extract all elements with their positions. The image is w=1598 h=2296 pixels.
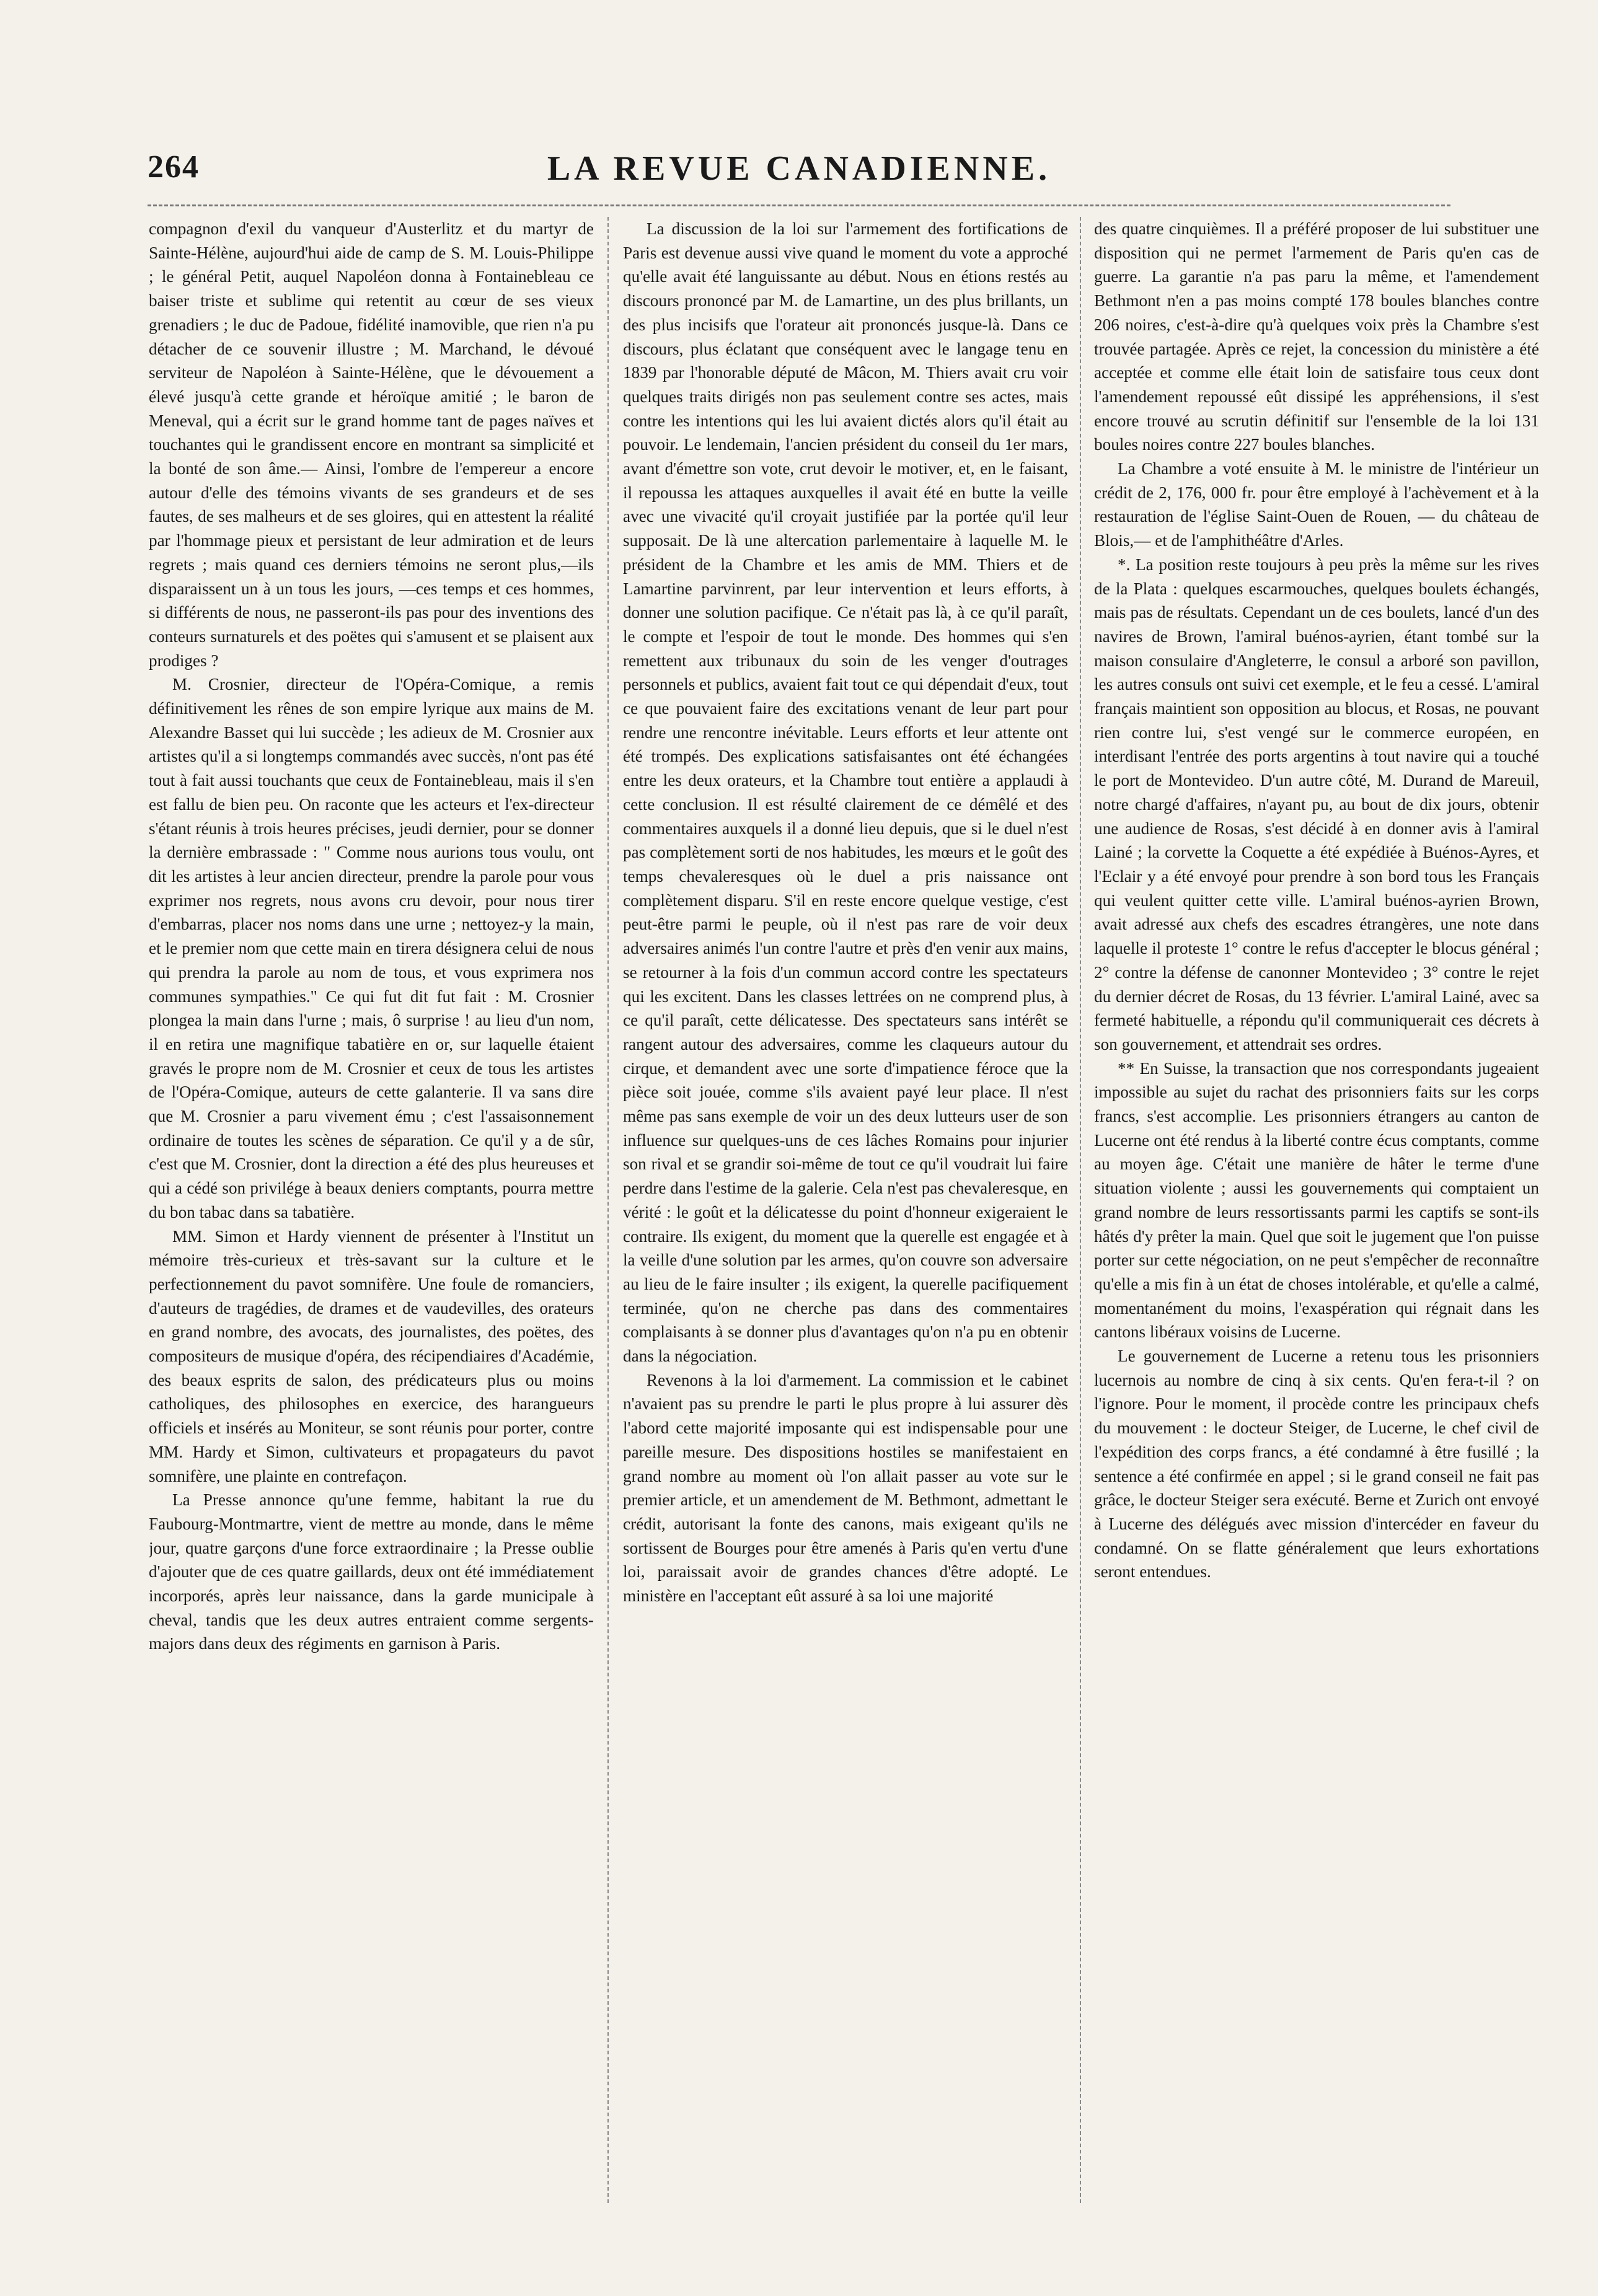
paragraph: M. Crosnier, directeur de l'Opéra-Comique, a remis définitivement les rênes de son empire lyrique aux mains de M. Alexandre Basset qui lui succède ; les adieux de M. Crosnier aux artistes qu'il a si longtemps commandés avec succès, n'ont pas été tout à fait aussi touchants que ceux de Fontainebleau, mais il s'en est fallu de bien peu. On raconte que les acteurs et l'ex-directeur s'étant réunis à trois heures précises, jeudi dernier, pour se donner la dernière embrassade : " Comme nous aurions tous voulu, ont dit les artistes à leur ancien directeur, prendre la parole pour vous exprimer nos regrets, nous avons cru devoir, pour nous tirer d'embarras, placer nos noms dans une urne ; nettoyez-y la main, et le premier nom que cette main en tirera désignera celui de nous qui prendra la parole au nom de tous, et vous exprimera nos communes sympathies." Ce qui fut dit fut fait : M. Crosnier plongea la main dans l'urne ; mais, ô surprise ! au lieu d'un nom, il en retira une magnifique tabatière en or, sur laquelle étaient gravés le propre nom de M. Crosnier et ceux de tous les artistes de l'Opéra-Comique, auteurs de cette galanterie. Il va sans dire que M. Crosnier a paru vivement ému ; c'est l'assaisonnement ordinaire de toutes les scènes de séparation. Ce qu'il y a de sûr, c'est que M. Crosnier, dont la direction a été des plus heureuses et qui a cédé son privilége à beaux deniers comptants, pourra mettre du bon tabac dans sa tabatière. bbox=[149, 675, 594, 1221]
paragraph: Revenons à la loi d'armement. La commission et le cabinet n'avaient pas su prendre le parti le plus propre à lui assurer dès l'abord cette majorité imposante qui est indispensable pour une pareille mesure. Des dispositions hostiles se manifestaient en grand nombre au moment où l'on allait passer au vote sur le premier article, et un amendement de M. Bethmont, admettant le crédit, autorisant la fonte des canons, mais exigeant qu'ils ne sortissent de Bourges pour être amenés à Paris qu'en vertu d'une loi, paraissait avoir de grandes chances d'être adopté. Le ministère en l'acceptant eût assuré à sa loi une majorité bbox=[623, 1370, 1068, 1606]
column-divider bbox=[1080, 217, 1081, 2203]
running-head-title: LA REVUE CANADIENNE. bbox=[547, 149, 1051, 188]
paragraph: MM. Simon et Hardy viennent de présenter à l'Institut un mémoire très-curieux et très-savant sur la culture et le perfectionnement du pavot somnifère. Une foule de romanciers, d'auteurs de tragédies, de drames et de vaudevilles, des orateurs en grand nombre, des avocats, des journalistes, des poëtes, des compositeurs de musique d'opéra, des récipendiaires d'Académie, des beaux esprits de salon, des prédicateurs plus ou moins catholiques, des philosophes en exercice, des harangueurs officiels et insérés au Moniteur, se sont réunis pour porter, contre MM. Hardy et Simon, cultivateurs et propagateurs du pavot somnifère, une plainte en contrefaçon. bbox=[149, 1226, 594, 1485]
paragraph: Le gouvernement de Lucerne a retenu tous les prisonniers lucernois au nombre de cinq à six cents. Qu'en fera-t-il ? on l'ignore. Pour le moment, il procède contre les principaux chefs du mouvement : le docteur Steiger, de Lucerne, le chef civil de l'expédition des corps francs, a été condamné à être fusillé ; la sentence a été confirmée en appel ; si le grand conseil ne fait pas grâce, le docteur Steiger sera exécuté. Berne et Zurich ont envoyé à Lucerne des délégués avec mission d'intercéder en faveur du condamné. On se flatte généralement que leurs exhortations seront entendues. bbox=[1094, 1347, 1539, 1581]
header-rule bbox=[148, 205, 1450, 206]
paragraph: *. La position reste toujours à peu près la même sur les rives de la Plata : quelques escarmouches, quelques boulets échangés, mais pas de résultats. Cependant un de ces boulets, lancé d'un des navires de Brown, l'amiral buénos-ayrien, étant tombé sur la maison consulaire d'Angleterre, le consul a arboré son pavillon, les autres consuls ont suivi cet exemple, et le feu a cessé. L'amiral français maintient son opposition au blocus, et Rosas, ne pouvant rien contre lui, s'est vengé sur le commerce européen, en interdisant l'entrée des ports argentins à tout navire qui a touché le port de Montevideo. D'un autre côté, M. Durand de Mareuil, notre chargé d'affaires, n'ayant pu, au bout de dix jours, obtenir une audience de Rosas, s'est décidé à en donner avis à l'amiral Lainé ; la corvette la Coquette a été expédiée à Buénos-Ayres, et l'Eclair y a été envoyé pour prendre à son bord tous les Français qui veulent quitter cette ville. L'amiral buénos-ayrien Brown, avait adressé aux chefs des escadres étrangères, une note dans laquelle il proteste 1° contre le refus d'accepter le blocus général ; 2° contre la défense de canonner Montevideo ; 3° contre le rejet du dernier décret de Rosas, du 13 février. L'amiral Lainé, avec sa fermeté habituelle, a répondu qu'il communiquerait ces décrets à son gouvernement, et attendrait ses ordres. bbox=[1094, 555, 1539, 1053]
text-column-3 bbox=[1094, 217, 1539, 2203]
text-column-1 bbox=[149, 217, 594, 2203]
paragraph: La discussion de la loi sur l'armement des fortifications de Paris est devenue aussi vive quand le moment du vote a approché qu'elle avait été languissante au début. Nous en étions restés au discours prononcé par M. de Lamartine, un des plus brillants, un des plus incisifs que l'orateur ait prononcés jusque-là. Dans ce discours, plus éclatant que conséquent avec le langage tenu en 1839 par l'honorable député de Mâcon, M. Thiers avait cru voir quelques traits dirigés non pas seulement contre ses actes, mais contre les intentions qui les lui avaient dictés alors qu'il était au pouvoir. Le lendemain, l'ancien président du conseil du 1er mars, avant d'émettre son vote, crut devoir le motiver, et, en le faisant, il repoussa les attaques auxquelles il avait été en butte la veille avec une vivacité qu'il croyait justifiée par la portée qu'il leur supposait. De là une altercation parlementaire à laquelle M. le président de la Chambre et les amis de MM. Thiers et de Lamartine parvinrent, par leur intervention et leurs efforts, à donner une solution pacifique. Ce n'était pas là, à ce qu'il paraît, le compte et l'espoir de tout le monde. Des hommes qui s'en remettent aux tribunaux du soin de les venger d'outrages personnels et publics, avaient fait tout ce qui dépendait d'eux, tout ce que pouvaient faire des excitations venant de leur part pour rendre une rencontre inévitable. Leurs efforts et leur attente ont été trompés. Des explications satisfaisantes ont été échangées entre les deux orateurs, et la Chambre tout entière a applaudi à cette conclusion. Il est résulté clairement de ce démêlé et des commentaires auxquels il a donné lieu depuis, que si le duel n'est pas complètement sorti de nos habitudes, les mœurs et le goût des temps chevaleresques où le duel a pris naissance ont complètement disparu. S'il en reste encore quelque vestige, c'est peut-être parmi le peuple, où il n'est pas rare de voir deux adversaires animés l'un contre l'autre et près d'en venir aux mains, se retourner à la fois d'un commun accord contre les spectateurs qui les excitent. Dans les classes lettrées on ne comprend plus, à ce qu'il paraît, cette délicatesse. Des spectateurs sans intérêt se rangent autour des adversaires, comme les claqueurs autour du cirque, et demandent avec une sorte d'impatience féroce que la pièce soit jouée, comme s'ils avaient payé leur place. Il n'est même pas sans exemple de voir un des deux lutteurs user de son influence sur quelques-uns de ces lâches Romains pour injurier son rival et se grandir soi-même de tout ce qu'il voudrait lui faire perdre dans l'estime de la galerie. Cela n'est pas chevaleresque, en vérité : le goût et la délicatesse du point d'honneur exigeraient le contraire. Ils exigent, du moment que la querelle est engagée et à la veille d'une solution par les armes, qu'on couvre son adversaire au lieu de le faire insulter ; ils exigent, la querelle pacifiquement terminée, qu'on ne cherche pas dans des commentaires complaisants à se donner plus d'avantages qu'on n'a pu en obtenir dans la négociation. bbox=[623, 219, 1068, 1366]
paragraph: compagnon d'exil du vanqueur d'Austerlitz et du martyr de Sainte-Hélène, aujourd'hui aide de camp de S. M. Louis-Philippe ; le général Petit, auquel Napoléon donna à Fontainebleau ce baiser triste et sublime qui retentit au cœur de ses vieux grenadiers ; le duc de Padoue, fidélité inamovible, que rien n'a pu détacher de ce souvenir illustre ; M. Marchand, le dévoué serviteur de Napoléon à Sainte-Hélène, que le dévouement a élevé jusqu'à cette grande et héroïque amitié ; le baron de Meneval, qui a écrit sur le grand homme tant de pages naïves et touchantes qui le grandissent encore en montrant sa simplicité et la bonté de son âme.— Ainsi, l'ombre de l'empereur a encore autour d'elle des témoins vivants de ses grandeurs et de ses fautes, de ses malheurs et de ses gloires, qui en attestent la réalité par l'hommage pieux et persistant de leur admiration et de leurs regrets ; mais quand ces derniers témoins ne seront plus,—ils disparaissent un à un tous les jours, —ces temps et ces hommes, si différents de nous, ne passeront-ils pas pour des inventions des conteurs surnaturels et des poëtes qui s'amusent et se plaisent aux prodiges ? bbox=[149, 219, 594, 670]
paragraph: des quatre cinquièmes. Il a préféré proposer de lui substituer une disposition qui ne permet l'armement de Paris qu'en cas de guerre. La garantie n'a pas paru la même, et l'amendement Bethmont n'en a pas moins compté 178 boules blanches contre 206 noires, c'est-à-dire qu'à quelques voix près la Chambre s'est trouvée partagée. Après ce rejet, la concession du ministère a été acceptée et comme elle était loin de satisfaire tous ceux dont l'amendement repoussé eût dissipé les appréhensions, il s'est encore trouvé au scrutin définitif sur l'ensemble de la loi 131 boules noires contre 227 boules blanches. bbox=[1094, 219, 1539, 454]
page-number: 264 bbox=[148, 149, 200, 185]
paragraph: La Chambre a voté ensuite à M. le ministre de l'intérieur un crédit de 2, 176, 000 fr. pour être employé à l'achèvement et à la restauration de l'église Saint-Ouen de Rouen, — du château de Blois,— et de l'amphithéâtre d'Arles. bbox=[1094, 459, 1539, 550]
paragraph: La Presse annonce qu'une femme, habitant la rue du Faubourg-Montmartre, vient de mettre au monde, dans le même jour, quatre garçons d'une force extraordinaire ; la Presse oublie d'ajouter que de ces quatre gaillards, deux ont été immédiatement incorporés, après leur naissance, dans la garde municipale à cheval, tandis que les deux autres entraient comme sergents-majors dans deux des régiments en garnison à Paris. bbox=[149, 1490, 594, 1653]
paragraph: ** En Suisse, la transaction que nos correspondants jugeaient impossible au sujet du rachat des prisonniers faits sur les corps francs, s'est accomplie. Les prisonniers étrangers au canton de Lucerne ont été rendus à la liberté contre écus comptants, comme au moyen âge. C'était une manière de hâter le terme d'une situation violente ; aussi les gouvernements qui comptaient un grand nombre de leurs ressortissants parmi les captifs se sont-ils hâtés d'y prêter la main. Quel que soit le jugement que l'on puisse porter sur cette négociation, on ne peut s'empêcher de reconnaître qu'elle a mis fin à un état de choses intolérable, et qu'elle a calmé, momentanément du moins, l'exaspération qui régnait dans les cantons libéraux voisins de Lucerne. bbox=[1094, 1058, 1539, 1342]
text-column-2 bbox=[623, 217, 1068, 2203]
column-divider bbox=[607, 217, 609, 2203]
